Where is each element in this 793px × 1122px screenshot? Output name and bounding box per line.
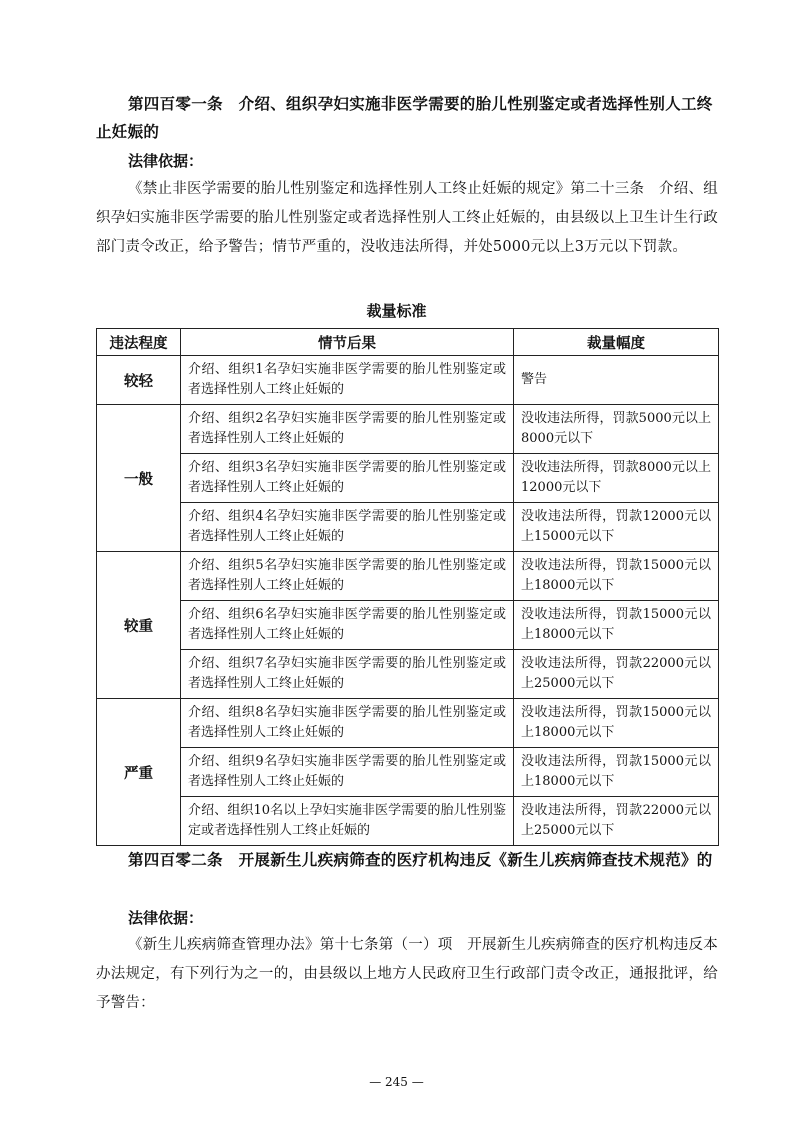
table-title: 裁量标准: [366, 302, 427, 320]
circumstance-cell: 介绍、组织2名孕妇实施非医学需要的胎儿性别鉴定或者选择性别人工终止妊娠的: [181, 405, 514, 454]
column-header-level: 违法程度: [97, 329, 181, 356]
table-row: [97, 601, 719, 650]
article-401-heading: 第四百零一条 介绍、组织孕妇实施非医学需要的胎儿性别鉴定或者选择性别人工终止妊娠的: [96, 95, 713, 141]
level-cell: 较轻: [97, 356, 181, 405]
table-row: [97, 650, 719, 699]
article-402-heading: 第四百零二条 开展新生儿疾病筛查的医疗机构违反《新生儿疾病筛查技术规范》的: [128, 851, 713, 869]
circumstance-cell: 介绍、组织1名孕妇实施非医学需要的胎儿性别鉴定或者选择性别人工终止妊娠的: [181, 356, 514, 405]
penalty-cell: 没收违法所得，罚款15000元以上18000元以下: [514, 601, 719, 650]
level-cell: 较重: [97, 552, 181, 699]
table-row: [97, 797, 719, 846]
penalty-cell: 警告: [514, 356, 719, 405]
circumstance-cell: 介绍、组织9名孕妇实施非医学需要的胎儿性别鉴定或者选择性别人工终止妊娠的: [181, 748, 514, 797]
table-row: [97, 405, 719, 454]
level-cell: 一般: [97, 405, 181, 552]
legal-basis-text: 《禁止非医学需要的胎儿性别鉴定和选择性别人工终止妊娠的规定》第二十三条 介绍、组织孕妇实施非医学需要的胎儿性别鉴定或者选择性别人工终止妊娠的，由县级以上卫生计生行政部门责令改正，给予警告；情节严重的，没收违法所得，并处5000元以上3万元以下罚款。: [96, 181, 718, 255]
penalty-cell: 没收违法所得，罚款22000元以上25000元以下: [514, 797, 719, 846]
table-row: [97, 356, 719, 405]
penalty-cell: 没收违法所得，罚款8000元以上12000元以下: [514, 454, 719, 503]
circumstance-cell: 介绍、组织3名孕妇实施非医学需要的胎儿性别鉴定或者选择性别人工终止妊娠的: [181, 454, 514, 503]
table-row: [97, 552, 719, 601]
circumstance-cell: 介绍、组织7名孕妇实施非医学需要的胎儿性别鉴定或者选择性别人工终止妊娠的: [181, 650, 514, 699]
legal-basis-label: 法律依据：: [128, 909, 204, 927]
table-row: [97, 454, 719, 503]
penalty-cell: 没收违法所得，罚款15000元以上18000元以下: [514, 699, 719, 748]
penalty-standard-table: [96, 328, 719, 846]
level-cell: 严重: [97, 699, 181, 846]
circumstance-cell: 介绍、组织6名孕妇实施非医学需要的胎儿性别鉴定或者选择性别人工终止妊娠的: [181, 601, 514, 650]
penalty-cell: 没收违法所得，罚款22000元以上25000元以下: [514, 650, 719, 699]
penalty-cell: 没收违法所得，罚款5000元以上8000元以下: [514, 405, 719, 454]
table-header-row: [97, 329, 719, 356]
circumstance-cell: 介绍、组织8名孕妇实施非医学需要的胎儿性别鉴定或者选择性别人工终止妊娠的: [181, 699, 514, 748]
page-number: — 245 —: [369, 1075, 424, 1089]
table-row: [97, 503, 719, 552]
circumstance-cell: 介绍、组织4名孕妇实施非医学需要的胎儿性别鉴定或者选择性别人工终止妊娠的: [181, 503, 514, 552]
legal-basis-label: 法律依据：: [128, 152, 204, 170]
penalty-cell: 没收违法所得，罚款12000元以上15000元以下: [514, 503, 719, 552]
column-header-circumstance: 情节后果: [181, 329, 514, 356]
penalty-cell: 没收违法所得，罚款15000元以上18000元以下: [514, 552, 719, 601]
legal-basis-text: 《新生儿疾病筛查管理办法》第十七条第（一）项 开展新生儿疾病筛查的医疗机构违反本办法规定，有下列行为之一的，由县级以上地方人民政府卫生行政部门责令改正，通报批评，给予警告：: [96, 937, 718, 1011]
column-header-penalty: 裁量幅度: [514, 329, 719, 356]
circumstance-cell: 介绍、组织5名孕妇实施非医学需要的胎儿性别鉴定或者选择性别人工终止妊娠的: [181, 552, 514, 601]
penalty-cell: 没收违法所得，罚款15000元以上18000元以下: [514, 748, 719, 797]
circumstance-cell: 介绍、组织10名以上孕妇实施非医学需要的胎儿性别鉴定或者选择性别人工终止妊娠的: [181, 797, 514, 846]
table-row: [97, 699, 719, 748]
table-row: [97, 748, 719, 797]
